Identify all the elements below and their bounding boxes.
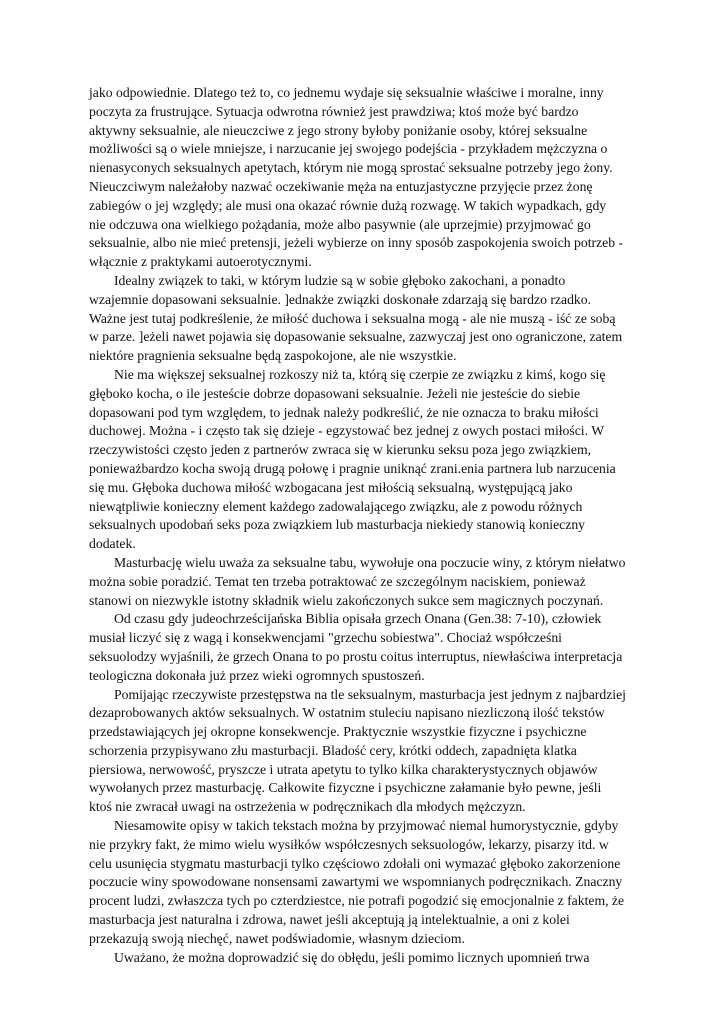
paragraph-2: Idealny związek to taki, w którym ludzie są w sobie głęboko zakochani, a ponadto wzajemnie dopasowani seksualnie. ]ednakże związki doskonałe zdarzają się bardzo rzadko. Ważne jest tutaj podkreślenie, że miłość duchowa i seksualna mogą - ale nie muszą - iść ze sobą w parze. ]eżeli nawet pojawia się dopasowanie seksualne, zazwyczaj jest ono ograniczone, zatem niektóre pragnienia seksualne będą zaspokojone, ale nie wszystkie. (89, 272, 623, 364)
paragraph-3: Nie ma większej seksualnej rozkoszy niż ta, którą się czerpie ze związku z kimś, kogo się głęboko kocha, o ile jesteście dobrze dopasowani seksualnie. Jeżeli nie jesteście do siebie dopasowani pod tym względem, to jednak należy podkreślić, że nie oznacza to braku miłości duchowej. Można - i często tak się dzieje - egzystować bez jednej z owych postaci miłości. W rzeczywistości często jeden z partnerów zwraca się w kierunku seksu poza jego związkiem, ponieważbardzo kocha swoją drugą połowę i pragnie uniknąć zrani.enia partnera lub narzucenia się mu. Głęboka duchowa miłość wzbogacana jest miłością seksualną, występującą jako niewątpliwie konieczny element każdego zadowalającego związku, ale z powodu różnych seksualnych upodobań seks poza związkiem lub masturbacja niekiedy stanowią konieczny dodatek. (89, 366, 616, 552)
paragraph-6: Pomijając rzeczywiste przestępstwa na tle seksualnym, masturbacja jest jednym z najbardziej dezaprobowanych aktów seksualnych. W ostatnim stuleciu napisano niezliczoną ilość tekstów przedstawiających jej okropne konsekwencje. Praktycznie wszystkie fizyczne i psychiczne schorzenia przypisywano złu masturbacji. Bladość cery, krótki oddech, zapadnięta klatka piersiowa, nerwowość, pryszcze i utrata apetytu to tylko kilka charakterystycznych objawów wywołanych przez masturbację. Całkowite fizyczne i psychiczne załamanie było pewne, jeśli ktoś nie zwracał uwagi na ostrzeżenia w podręcznikach dla młodych mężczyzn. (89, 686, 626, 815)
paragraph-5: Od czasu gdy judeochrześcijańska Biblia opisała grzech Onana (Gen.38: 7-10), człowiek musiał liczyć się z wagą i konsekwencjami "grzechu sobiestwa". Chociaż współcześni seksuolodzy wyjaśnili, że grzech Onana to po prostu coitus interruptus, niewłaściwa interpretacja teologiczna dokonała już przez wieki ogromnych spustoszeń. (89, 611, 623, 683)
document-page (89, 84, 626, 967)
paragraph-8: Uważano, że można doprowadzić się do obłędu, jeśli pomimo licznych upomnień trwa (114, 949, 590, 965)
paragraph-7: Niesamowite opisy w takich tekstach można by przyjmować niemal humorystycznie, gdyby nie przykry fakt, że mimo wielu wysiłków współczesnych seksuologów, lekarzy, pisarzy itd. w celu usunięcia stygmatu masturbacji tylko częściowo zdołali oni wymazać głęboko zakorzenione poczucie winy spowodowane nonsensami zawartymi we wspomnianych podręcznikach. Znaczny procent ludzi, zwłaszcza tych po czterdziestce, nie potrafi pogodzić się emocjonalnie z faktem, że masturbacja jest naturalna i zdrowa, nawet jeśli akceptują ją intelektualnie, a oni z kolei przekazują swoją niechęć, nawet podświadomie, własnym dzieciom. (89, 818, 625, 946)
paragraph-4: Masturbację wielu uważa za seksualne tabu, wywołuje ona poczucie winy, z którym niełatwo można sobie poradzić. Temat ten trzeba potraktować ze szczególnym naciskiem, ponieważ stanowi on niezwykle istotny składnik wielu zakończonych sukce sem magicznych poczynań. (89, 554, 626, 608)
paragraph-1: jako odpowiednie. Dlatego też to, co jednemu wydaje się seksualnie właściwe i moralne, inny poczyta za frustrujące. Sytuacja odwrotna również jest prawdziwa; ktoś może być bardzo aktywny seksualnie, ale nieuczciwe z jego strony byłoby poniżanie osoby, której seksualne możliwości są o wiele mniejsze, i narzucanie jej swojego podejścia - przykładem mężczyzna o nienasyconych seksualnych apetytach, którym nie mogą sprostać seksualne potrzeby jego żony. Nieuczciwym należałoby nazwać oczekiwanie męża na entuzjastyczne przyjęcie przez żonę zabiegów o jej względy; ale musi ona okazać równie dużą rozwagę. W takich wypadkach, gdy nie odczuwa ona wielkiego pożądania, może albo pasywnie (ale uprzejmie) przyjmować go seksualnie, albo nie mieć pretensji, jeżeli wybierze on inny sposób zaspokojenia swoich potrzeb - włącznie z praktykami autoerotycznymi. (89, 85, 624, 270)
